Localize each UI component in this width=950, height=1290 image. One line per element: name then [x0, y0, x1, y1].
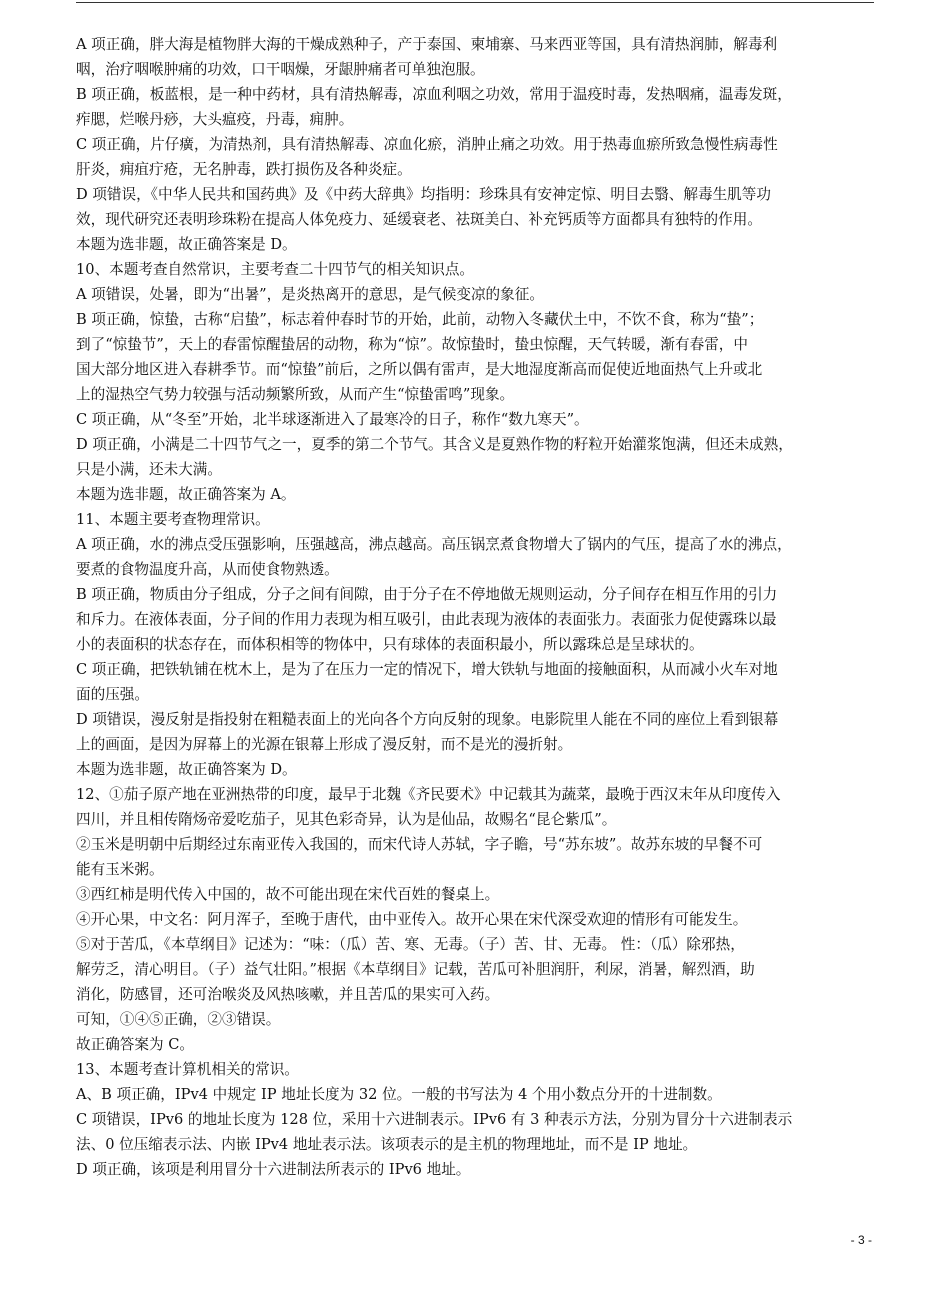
text-line: C 项错误，IPv6 的地址长度为 128 位，采用十六进制表示。IPv6 有 3 种表示方法，分别为冒分十六进制表示 [76, 1111, 793, 1128]
answer-line: 本题为选非题，故正确答案为 D。 [76, 761, 297, 778]
answer-line: 本题为选非题，故正确答案是 D。 [76, 236, 297, 253]
text-line: 痄腮，烂喉丹痧，大头瘟疫，丹毒，痈肿。 [76, 111, 354, 128]
text-line: ③西红柿是明代传入中国的，故不可能出现在宋代百姓的餐桌上。 [76, 886, 500, 903]
text-line: 可知，①④⑤正确，②③错误。 [76, 1011, 281, 1028]
text-line: 上的画面，是因为屏幕上的光源在银幕上形成了漫反射，而不是光的漫折射。 [76, 736, 573, 753]
text-line: 咽，治疗咽喉肿痛的功效，口干咽燥，牙龈肿痛者可单独泡服。 [76, 61, 485, 78]
text-line: 面的压强。 [76, 686, 149, 703]
text-line: B 项正确，惊蛰，古称“启蛰”，标志着仲春时节的开始，此前，动物入冬藏伏土中，不饮不食，称为“蛰”； [76, 311, 764, 328]
text-line: A 项正确，水的沸点受压强影响，压强越高，沸点越高。高压锅烹煮食物增大了锅内的气压，提高了水的沸点， [76, 536, 792, 553]
text-line: D 项正确，小满是二十四节气之一，夏季的第二个节气。其含义是夏熟作物的籽粒开始灌浆饱满，但还未成熟， [76, 436, 793, 453]
text-line: 到了“惊蛰节”，天上的春雷惊醒蛰居的动物，称为“惊”。故惊蛰时，蛰虫惊醒，天气转暖，渐有春雷，中 [76, 336, 748, 353]
text-line: 上的湿热空气势力较强与活动频繁所致，从而产生“惊蛰雷鸣”现象。 [76, 386, 515, 403]
text-line: 小的表面积的状态存在，而体积相等的物体中，只有球体的表面积最小，所以露珠总是呈球状的。 [76, 636, 704, 653]
text-line: A 项错误，处暑，即为“出暑”，是炎热离开的意思，是气候变凉的象征。 [76, 286, 544, 303]
text-line: 要煮的食物温度升高，从而使食物熟透。 [76, 561, 339, 578]
page-number: - 3 - [850, 1233, 872, 1247]
question-heading: 12、①茄子原产地在亚洲热带的印度，最早于北魏《齐民要术》中记载其为蔬菜，最晚于西汉末年从印度传入 [76, 786, 781, 803]
text-line: 解劳乏，清心明目。（子）益气壮阳。”根据《本草纲目》记载，苦瓜可补胆润肝，利尿，消暑，解烈酒，助 [76, 961, 755, 978]
text-line: B 项正确，板蓝根，是一种中药材，具有清热解毒，凉血利咽之功效，常用于温疫时毒，发热咽痛，温毒发斑， [76, 86, 792, 103]
text-line: C 项正确，片仔癀，为清热剂，具有清热解毒、凉血化瘀，消肿止痛之功效。用于热毒血瘀所致急慢性病毒性 [76, 136, 778, 153]
text-line: B 项正确，物质由分子组成，分子之间有间隙，由于分子在不停地做无规则运动，分子间存在相互作用的引力 [76, 586, 778, 603]
header-rule [76, 2, 874, 3]
text-line: ②玉米是明朝中后期经过东南亚传入我国的，而宋代诗人苏轼，字子瞻，号“苏东坡”。故苏东坡的早餐不可 [76, 836, 763, 853]
document-body [76, 32, 876, 1182]
text-line: C 项正确，把铁轨铺在枕木上，是为了在压力一定的情况下，增大铁轨与地面的接触面积，从而减小火车对地 [76, 661, 778, 678]
question-heading: 10、本题考查自然常识，主要考查二十四节气的相关知识点。 [76, 261, 475, 278]
text-line: 能有玉米粥。 [76, 861, 164, 878]
question-heading: 13、本题考查计算机相关的常识。 [76, 1061, 299, 1078]
text-line: 肝炎，痈疽疔疮，无名肿毒，跌打损伤及各种炎症。 [76, 161, 412, 178]
text-line: A 项正确，胖大海是植物胖大海的干燥成熟种子，产于泰国、柬埔寨、马来西亚等国，具有清热润肺，解毒利 [76, 36, 778, 53]
text-line: ④开心果，中文名：阿月浑子，至晚于唐代，由中亚传入。故开心果在宋代深受欢迎的情形有可能发生。 [76, 911, 748, 928]
text-line: D 项错误，《中华人民共和国药典》及《中药大辞典》均指明：珍珠具有安神定惊、明目去翳、解毒生肌等功 [76, 186, 771, 203]
text-line: 四川，并且相传隋炀帝爱吃茄子，见其色彩奇异，认为是仙品，故赐名“昆仑紫瓜”。 [76, 811, 617, 828]
text-line: 只是小满，还未大满。 [76, 461, 222, 478]
answer-line: 故正确答案为 C。 [76, 1036, 194, 1053]
text-line: A、B 项正确，IPv4 中规定 IP 地址长度为 32 位。一般的书写法为 4 个用小数点分开的十进制数。 [76, 1086, 722, 1103]
question-heading: 11、本题主要考查物理常识。 [76, 511, 270, 528]
text-line: D 项错误，漫反射是指投射在粗糙表面上的光向各个方向反射的现象。电影院里人能在不同的座位上看到银幕 [76, 711, 779, 728]
text-line: 法、0 位压缩表示法、内嵌 IPv4 地址表示法。该项表示的是主机的物理地址，而不是 IP 地址。 [76, 1136, 698, 1153]
text-line: 和斥力。在液体表面，分子间的作用力表现为相互吸引，由此表现为液体的表面张力。表面张力促使露珠以最 [76, 611, 777, 628]
text-line: C 项正确，从“冬至”开始，北半球逐渐进入了最寒冷的日子，称作“数九寒天”。 [76, 411, 589, 428]
text-line: 效，现代研究还表明珍珠粉在提高人体免疫力、延缓衰老、祛斑美白、补充钙质等方面都具有独特的作用。 [76, 211, 762, 228]
text-line: ⑤对于苦瓜，《本草纲目》记述为：“味：（瓜）苦、寒、无毒。（子）苦、甘、无毒。 性：（瓜）除邪热， [76, 936, 745, 953]
answer-line: 本题为选非题，故正确答案为 A。 [76, 486, 296, 503]
text-line: 消化，防感冒，还可治喉炎及风热咳嗽，并且苦瓜的果实可入药。 [76, 986, 500, 1003]
text-line: D 项正确，该项是利用冒分十六进制法所表示的 IPv6 地址。 [76, 1161, 471, 1178]
text-line: 国大部分地区进入春耕季节。而“惊蛰”前后，之所以偶有雷声，是大地湿度渐高而促使近地面热气上升或北 [76, 361, 763, 378]
